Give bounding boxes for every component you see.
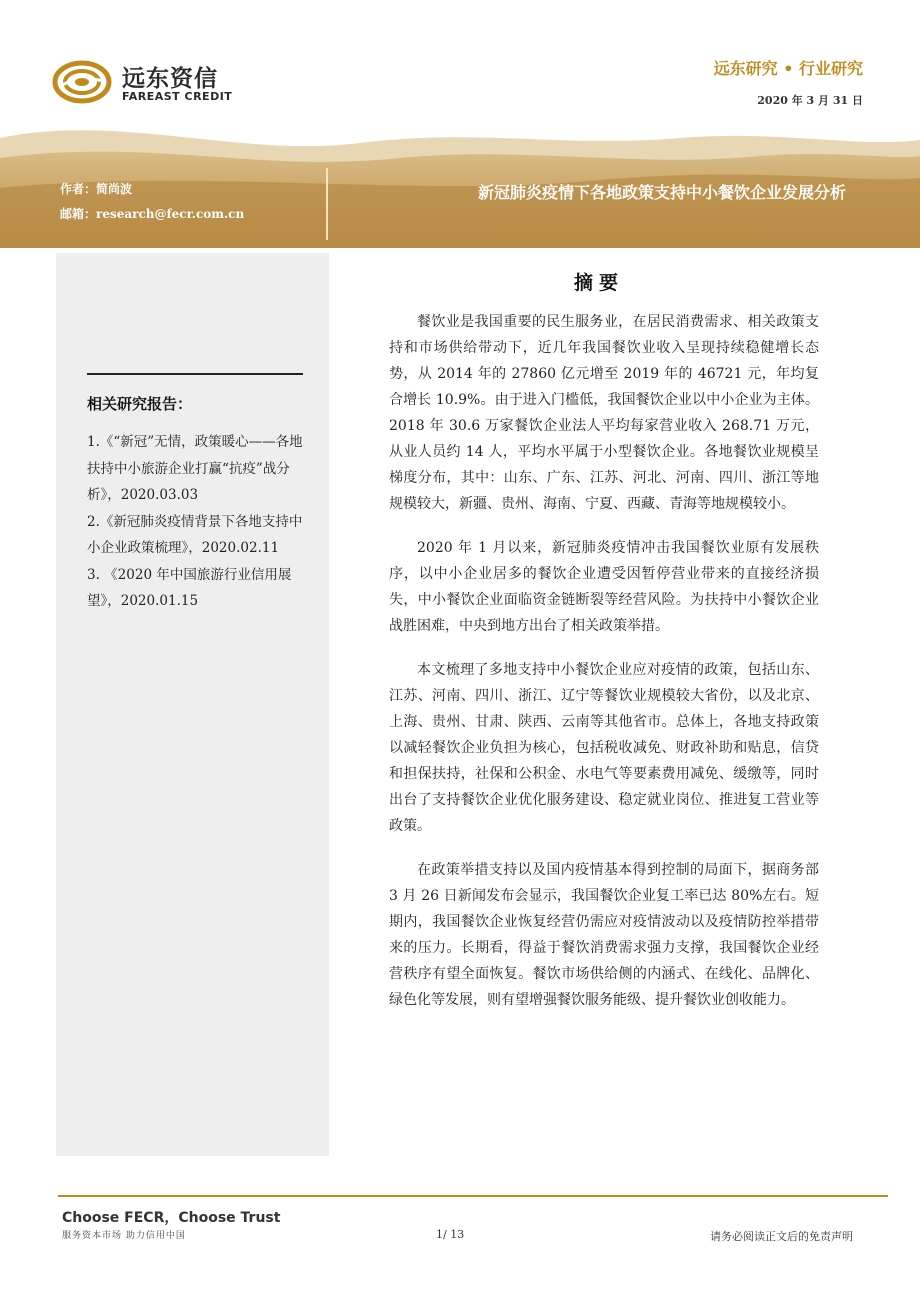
abstract-paragraph: 在政策举措支持以及国内疫情基本得到控制的局面下，据商务部 3 月 26 日新闻发布会显示，我国餐饮企业复工率已达 80%左右。短期内，我国餐饮企业恢复经营仍需应对疫情波动以及疫情防控举措带来的压力。长期看，得益于餐饮消费需求强力支撑，我国餐饮企业经营秩序有望全面恢复。餐饮市场供给侧的内涵式、在线化、品牌化、绿色化等发展，则有望增强餐饮服务能级、提升餐饮业创收能力。 — [389, 862, 819, 1008]
logo-chinese-name: 远东资信 — [122, 66, 218, 92]
related-reports-heading: 相关研究报告： — [87, 395, 193, 413]
report-series: 远东研究 • 行业研究 — [713, 59, 863, 78]
logo-english-name: FAREAST CREDIT — [122, 90, 233, 103]
sidebar — [56, 253, 329, 1156]
abstract-heading: 摘要 — [574, 272, 625, 294]
footer-subslogan: 服务资本市场 助力信用中国 — [62, 1231, 186, 1241]
email-line: 邮箱：research@fecr.com.cn — [60, 207, 245, 221]
page-number: 1/ 13 — [436, 1228, 465, 1241]
abstract-paragraph: 2020 年 1 月以来，新冠肺炎疫情冲击我国餐饮业原有发展秩序，以中小企业居多的餐饮企业遭受因暂停营业带来的直接经济损失，中小餐饮企业面临资金链断裂等经营风险。为扶持中小餐饮企业战胜困难，中央到地方出台了相关政策举措。 — [389, 540, 819, 634]
abstract-paragraph: 本文梳理了多地支持中小餐饮企业应对疫情的政策，包括山东、江苏、河南、四川、浙江、辽宁等餐饮业规模较大省份，以及北京、上海、贵州、甘肃、陕西、云南等其他省市。总体上，各地支持政策以减轻餐饮企业负担为核心，包括税收减免、财政补助和贴息，信贷和担保扶持，社保和公积金、水电气等要素费用减免、缓缴等，同时出台了支持餐饮企业优化服务建设、稳定就业岗位、推进复工营业等政策。 — [389, 662, 819, 834]
abstract-paragraph: 餐饮业是我国重要的民生服务业，在居民消费需求、相关政策支持和市场供给带动下，近几年我国餐饮业收入呈现持续稳健增长态势，从 2014 年的 27860 亿元增至 2019 年的 46721 元，年均复合增长 10.9%。由于进入门槛低，我国餐饮企业以中小企业为主体。2018 年 30.6 万家餐饮企业法人平均每家营业收入 268.71 万元，从业人员约 14 人，平均水平属于小型餐饮企业。各地餐饮业规模呈梯度分布，其中：山东、广东、江苏、河北、河南、四川、浙江等地规模较大，新疆、贵州、海南、宁夏、西藏、青海等地规模较小。 — [389, 314, 819, 512]
footer-slogan: Choose FECR，Choose Trust — [62, 1210, 281, 1226]
disclaimer-note: 请务必阅读正文后的免责声明 — [710, 1230, 853, 1243]
footer-divider — [58, 1195, 888, 1197]
fareast-credit-logo-icon — [52, 56, 116, 108]
related-report-item[interactable]: 3. 《2020 年中国旅游行业信用展望》，2020.01.15 — [87, 566, 292, 609]
sidebar-divider — [87, 373, 303, 375]
document-title: 新冠肺炎疫情下各地政策支持中小餐饮企业发展分析 — [477, 183, 846, 202]
related-report-item[interactable]: 1.《“新冠”无情，政策暖心——各地扶持中小旅游企业打赢“抗疫”战分析》，2020.03.03 — [87, 434, 303, 503]
report-date: 2020 年 3 月 31 日 — [757, 94, 863, 107]
related-reports-list — [87, 429, 307, 615]
author-line: 作者：简尚波 — [60, 182, 133, 196]
abstract-body — [389, 309, 819, 1031]
related-report-item[interactable]: 2.《新冠肺炎疫情背景下各地支持中小企业政策梳理》，2020.02.11 — [87, 513, 303, 556]
